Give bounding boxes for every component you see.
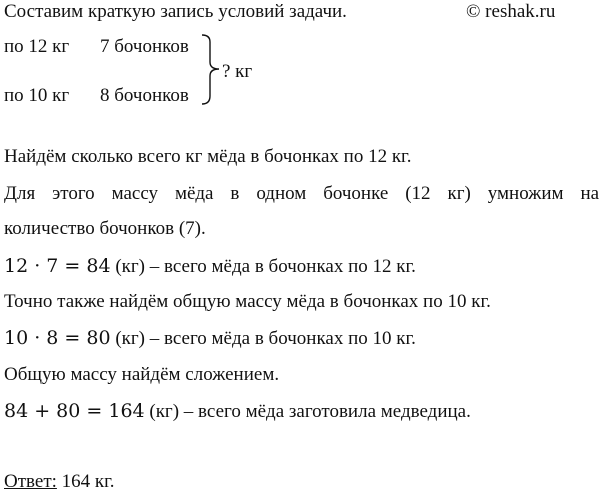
answer-value: 164 кг. bbox=[56, 471, 115, 492]
curly-brace-icon bbox=[200, 34, 224, 106]
equation-2-math: 10 · 8 = 80 bbox=[4, 327, 111, 349]
equation-3-math: 84 + 80 = 164 bbox=[4, 400, 145, 422]
word: (12 bbox=[405, 183, 431, 204]
summary-row2-label: по 10 кг bbox=[4, 85, 70, 106]
word: одном bbox=[256, 183, 307, 204]
word: этого bbox=[52, 183, 95, 204]
equation-1-text: (кг) – всего мёда в бочонках по 12 кг. bbox=[110, 256, 416, 277]
summary-row1-count: 7 бочонков bbox=[100, 36, 189, 57]
text-line-1: Найдём сколько всего кг мёда в бочонках по 12 кг. bbox=[4, 146, 412, 167]
summary-question: ? кг bbox=[222, 61, 253, 82]
intro-text: Составим краткую запись условий задачи. bbox=[4, 1, 347, 22]
word: Для bbox=[4, 183, 36, 204]
text-line-5: Точно также найдём общую массу мёда в бочонках по 10 кг. bbox=[4, 291, 491, 312]
equation-1-math: 12 · 7 = 84 bbox=[4, 255, 111, 277]
equation-1 bbox=[4, 254, 416, 279]
summary-row1-label: по 12 кг bbox=[4, 36, 70, 57]
text-line-7: Общую массу найдём сложением. bbox=[4, 364, 280, 385]
text-line-3: количество бочонков (7). bbox=[4, 218, 206, 239]
text-line-2 bbox=[4, 182, 599, 206]
answer-label: Ответ: bbox=[4, 471, 57, 492]
word: мёда bbox=[174, 183, 214, 204]
summary-row2-count: 8 бочонков bbox=[100, 85, 189, 106]
equation-3-text: (кг) – всего мёда заготовила медведица. bbox=[144, 401, 471, 422]
answer-line bbox=[4, 470, 115, 494]
word: бочонке bbox=[323, 183, 389, 204]
equation-2 bbox=[4, 326, 416, 351]
word: на bbox=[580, 183, 600, 204]
equation-2-text: (кг) – всего мёда в бочонках по 10 кг. bbox=[110, 328, 416, 349]
watermark: © reshak.ru bbox=[466, 1, 556, 22]
word: умножим bbox=[487, 183, 564, 204]
equation-3 bbox=[4, 399, 471, 424]
word: кг) bbox=[447, 183, 471, 204]
word: массу bbox=[111, 183, 159, 204]
word: в bbox=[230, 183, 240, 204]
